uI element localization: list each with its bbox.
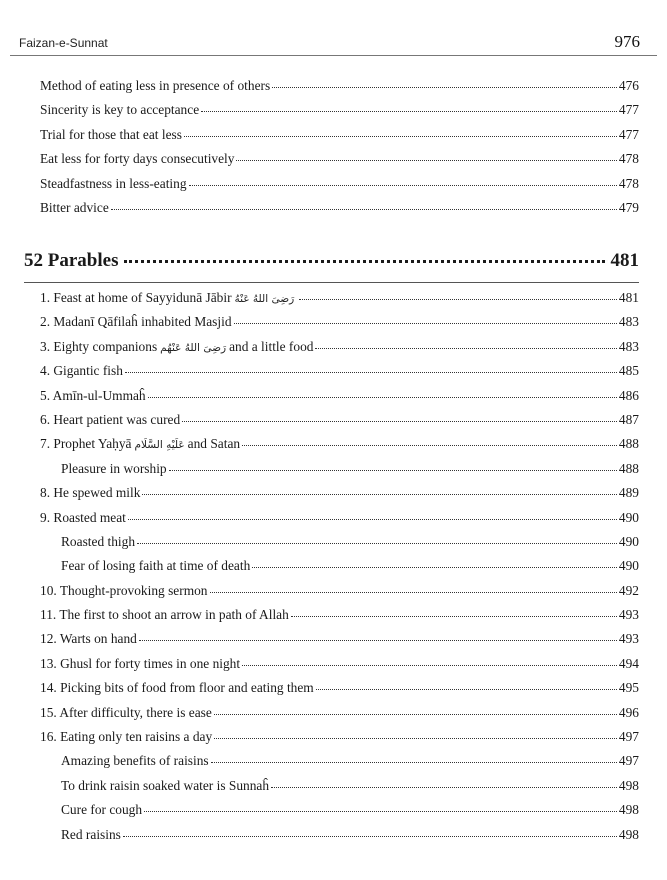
toc-entry-title [40,627,137,651]
toc-entry-page: 494 [618,655,639,671]
entry-title-text: Cure for cough [61,802,143,818]
entry-title-text: 1. Feast at home of Sayyidunā Jābir [40,290,232,305]
toc-entry[interactable] [0,749,667,773]
entry-title-text: 4. Gigantic fish [40,363,123,379]
toc-entry-page: 477 [618,126,639,142]
entry-title-text: 7. Prophet Yaḥyā [40,436,132,452]
toc-entry-page: 487 [618,411,639,427]
toc-entry[interactable] [0,603,667,627]
leader-dots [272,86,617,88]
toc-section-eating-less [0,74,667,220]
entry-title-text: Fear of losing faith at time of death [61,558,251,574]
toc-entry[interactable] [0,196,667,220]
toc-entry-title [40,286,297,311]
chapter-title: 52 Parables [24,250,119,271]
toc-entry-title [40,481,140,505]
toc-entry-page: 477 [618,102,639,118]
toc-entry-title [40,123,182,147]
toc-entry-page: 485 [618,363,639,379]
toc-entry-title [40,652,240,676]
leader-dots [236,159,616,161]
leader-dots [271,786,617,788]
leader-dots [210,591,617,593]
toc-entry[interactable] [0,676,667,700]
book-title: Faizan-e-Sunnat [19,36,108,50]
arabic-honorific: رَضِیَ اللهُ عَنْهُم [160,341,227,354]
entry-title-text: 5. Amīn-ul-Ummaĥ [40,387,146,403]
toc-entry-title [40,98,199,122]
entry-title-text: Red raisins [61,826,121,842]
toc-entry[interactable] [0,147,667,171]
toc-entry-page: 495 [618,680,639,696]
toc-entry-page: 490 [618,558,639,574]
toc-entry-title [61,530,135,554]
toc-entry-page: 496 [618,704,639,720]
toc-entry[interactable] [0,384,667,408]
toc-entry[interactable] [0,627,667,651]
toc-entry[interactable] [0,652,667,676]
leader-dots [124,259,604,263]
entry-title-text: Bitter advice [40,199,109,215]
entry-title-text: 10. Thought-provoking sermon [40,582,208,598]
entry-title-text: Sincerity is key to acceptance [40,102,200,118]
leader-dots [315,347,616,349]
chapter-heading[interactable] [0,250,667,272]
toc-entry[interactable] [0,823,667,847]
arabic-honorific: رَضِیَ اللهُ عَنْهُ [234,293,295,305]
leader-dots [139,639,617,641]
leader-dots [128,518,617,520]
entry-title-text: Method of eating less in presence of others [40,78,271,93]
toc-entry[interactable] [0,530,667,554]
toc-entry-page: 479 [618,199,639,215]
entry-title-text: 16. Eating only ten raisins a day [40,729,213,745]
toc-entry-title [40,701,212,725]
toc-entry-title [61,774,269,798]
toc-entry-page: 497 [618,729,639,745]
toc-entry-title [61,823,121,847]
leader-dots [316,688,617,690]
toc-entry-title [40,196,109,220]
toc-entry-title [40,310,232,334]
toc-entry-title [61,798,142,822]
toc-entry-title [40,74,270,98]
toc-entry-page: 488 [618,436,639,452]
toc-entry-title [40,172,187,196]
entry-title-text: 12. Warts on hand [40,631,137,647]
toc-entry-page: 476 [618,78,639,93]
leader-dots [142,493,616,495]
leader-dots [169,469,617,471]
toc-entry[interactable] [0,774,667,798]
entry-title-text: 11. The first to shoot an arrow in path of Allah [40,607,289,623]
leader-dots [214,737,617,739]
toc-entry-title [61,457,167,481]
toc-entry-title [40,432,240,457]
leader-dots [189,184,617,186]
toc-entry-title [40,147,234,171]
toc-entry[interactable] [0,725,667,749]
entry-title-suffix: and a little food [229,338,314,354]
toc-entry-page: 481 [618,290,639,305]
leader-dots [242,664,617,666]
entry-title-text: Steadfastness in less-eating [40,175,187,191]
entry-title-text: Amazing benefits of raisins [61,753,209,769]
page-header [0,0,667,57]
toc-entry[interactable] [0,172,667,196]
entry-title-text: To drink raisin soaked water is Sunnaĥ [61,777,270,793]
toc-entry-title [40,359,123,383]
leader-dots [184,135,617,137]
toc-entry-page: 492 [618,582,639,598]
toc-entry-title [40,725,212,749]
toc-entry[interactable] [0,432,667,456]
entry-title-text: Roasted thigh [61,533,136,549]
toc-entry-title [61,554,250,578]
toc-entry-page: 490 [618,509,639,525]
entry-title-text: Pleasure in worship [61,460,167,476]
leader-dots [242,444,617,446]
entry-title-text: 8. He spewed milk [40,485,141,501]
header-divider [10,55,657,56]
toc-entry-page: 478 [618,175,639,191]
toc-entry[interactable] [0,408,667,432]
toc-entry[interactable] [0,335,667,359]
leader-dots [299,298,617,300]
toc-entry-page: 498 [618,826,639,842]
toc-entry[interactable] [0,74,667,98]
toc-entry-page: 488 [618,460,639,476]
toc-entry-title [40,506,126,530]
toc-entry-title [40,384,146,408]
toc-entry[interactable] [0,286,667,310]
toc-entry-page: 486 [618,387,639,403]
toc-entry-page: 498 [618,777,639,793]
entry-title-text: 15. After difficulty, there is ease [40,704,212,720]
toc-entry[interactable] [0,123,667,147]
toc-entry-page: 489 [618,485,639,501]
toc-entry-page: 493 [618,607,639,623]
toc-entry[interactable] [0,98,667,122]
entry-title-text: 2. Madanī Qāfilaĥ inhabited Masjid [40,314,232,330]
leader-dots [123,835,617,837]
leader-dots [291,615,617,617]
leader-dots [144,810,617,812]
toc-entry-title [40,408,180,432]
toc-entry-page: 493 [618,631,639,647]
toc-entry-page: 478 [618,151,639,167]
toc-entry-page: 483 [618,338,639,354]
entry-title-text: 14. Picking bits of food from floor and eating them [40,680,314,696]
leader-dots [137,542,617,544]
chapter-page: 481 [610,250,639,271]
leader-dots [111,208,617,210]
toc-entry-page: 497 [618,753,639,769]
entry-title-text: 3. Eighty companions [40,338,158,354]
entry-title-text: 9. Roasted meat [40,509,126,525]
toc-entry-title [61,749,209,773]
toc-entry[interactable] [0,359,667,383]
toc-entry[interactable] [0,579,667,603]
leader-dots [214,713,617,715]
toc-entry-title [40,579,208,603]
entry-title-text: Eat less for forty days consecutively [40,151,235,167]
toc-entry-page: 498 [618,802,639,818]
toc-entry-page: 483 [618,314,639,330]
page-number: 976 [614,32,640,51]
leader-dots [125,371,617,373]
toc-entry-title [40,335,313,360]
toc-entry[interactable] [0,506,667,530]
leader-dots [252,566,617,568]
chapter-divider [24,282,639,283]
arabic-honorific: عَلَیْهِ السَّلَام [134,439,185,452]
toc-section-parables [0,286,667,847]
toc-entry[interactable] [0,457,667,481]
toc-entry[interactable] [0,798,667,822]
entry-title-text: 6. Heart patient was cured [40,411,181,427]
toc-entry[interactable] [0,554,667,578]
toc-entry[interactable] [0,310,667,334]
leader-dots [211,761,617,763]
toc-entry-title [40,603,289,627]
leader-dots [148,396,617,398]
leader-dots [182,420,617,422]
entry-title-suffix: and Satan [187,436,241,452]
leader-dots [234,322,617,324]
toc-entry[interactable] [0,701,667,725]
toc-entry-page: 490 [618,533,639,549]
leader-dots [201,110,617,112]
toc-entry-title [40,676,314,700]
toc-entry[interactable] [0,481,667,505]
entry-title-text: Trial for those that eat less [40,126,182,142]
entry-title-text: 13. Ghusl for forty times in one night [40,655,241,671]
